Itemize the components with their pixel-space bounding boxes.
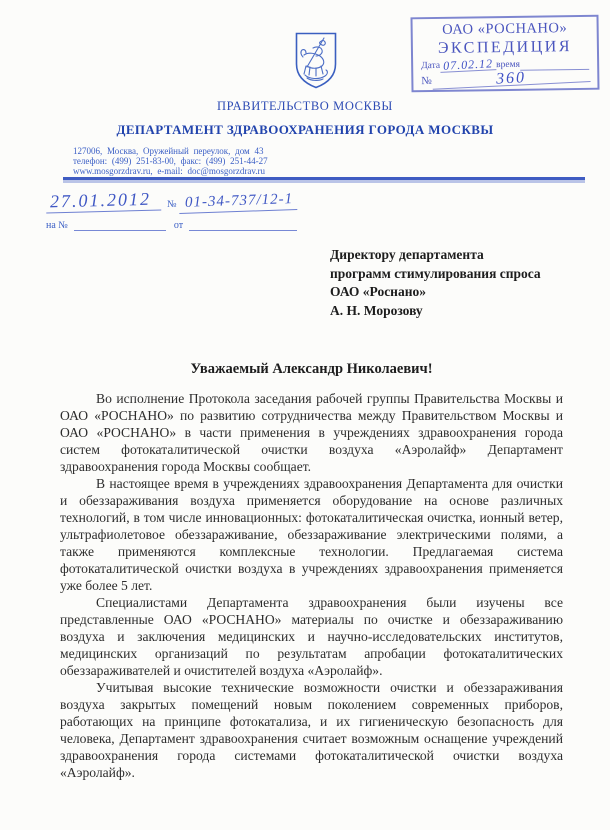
outgoing-date-handwritten: 27.01.2012 [46,188,162,213]
salutation: Уважаемый Александр Николаевич! [190,361,433,377]
address-line-2: телефон: (499) 251-83-00, факс: (499) 251-44-27 [73,156,268,166]
reply-to-row [46,220,326,231]
department-title: ДЕПАРТАМЕНТ ЗДРАВООХРАНЕНИЯ ГОРОДА МОСКВЫ [116,122,494,137]
reply-from-label: от [173,220,184,231]
recipient-line: Директору департамента [330,247,484,262]
stamp-org-name: ОАО «РОСНАНО» [442,20,568,38]
address-line-3: www.mosgorzdrav.ru, e-mail: doc@mosgorzdrav.ru [73,166,265,176]
paragraph: В настоящее время в учреждениях здравоохранения Департамента для очистки и обеззараживания воздуха применяется оборудование на основе различных технологий, в том числе инновационных: фотокаталитическая очистка, ионный ветер, ультрафиолетовое обеззараживание, обеззараживание электрическими полями, а также применяются комплексные технологии. Предлагаемая система фотокаталитической очистки воздуха в учреждениях здравоохранения применяется уже более 5 лет. [60,476,563,593]
reference-no-label: № [167,199,177,210]
reply-no-blank [74,220,166,231]
paragraph: Специалистами Департамента здравоохранения были изучены все представленные ОАО «РОСНАНО» материалы по очистке и обеззараживанию воздуха и заключения медицинских и научно-исследовательских институтов, медицинских организаций по результатам апробации фотокаталитических обеззараживателей и очистителей воздуха «Аэролайф». [60,595,563,678]
reference-number-row [46,190,326,212]
moscow-coat-of-arms-icon [293,31,339,90]
recipient-line: ОАО «Роснано» [330,284,426,299]
recipient-line: А. Н. Морозову [330,302,423,318]
stamp-title: ЭКСПЕДИЦИЯ [437,38,573,57]
reply-no-label: на № [46,220,68,231]
government-title: ПРАВИТЕЛЬСТВО МОСКВЫ [217,99,393,113]
stamp-number-label: № [421,75,432,88]
outgoing-number-handwritten: 01-34-737/12-1 [178,190,297,214]
stamp-time-label: время [496,59,521,71]
address-line-1: 127006, Москва, Оружейный переулок, дом 43 [73,146,264,156]
paragraph: Учитывая высокие технические возможности очистки и обеззараживания воздуха закрытых помещений новым поколением современных приборов, работающих на принципе фотокатализа, и их гигиеническую безопасность для человека, Департамент здравоохранения считает возможным оснащение учреждений здравоохранения города системами фотокаталитической очистки воздуха «Аэролайф». [60,680,563,780]
reference-block [46,190,326,231]
letter-body [60,390,563,781]
letterhead-divider [63,177,585,180]
stamp-number-row [421,71,589,87]
recipient-block [330,246,575,320]
recipient-line: программ стимулирования спроса [330,265,541,281]
paragraph: Во исполнение Протокола заседания рабочей группы Правительства Москвы и ОАО «РОСНАНО» по развитию сотрудничества между Правительством Москвы и ОАО «РОСНАНО» в части применения в учреждениях здравоохранения города систем фотокаталитической очистки воздуха «Аэролайф» Департамент здравоохранения города Москвы сообщает. [60,391,563,474]
expedition-stamp [410,15,599,93]
stamp-date-label: Дата [421,60,441,72]
reply-from-blank [189,220,297,231]
address-block [73,146,323,176]
stamp-number-handwritten: 360 [432,68,590,90]
stamp-date-handwritten: 07.02.12 [440,58,497,73]
